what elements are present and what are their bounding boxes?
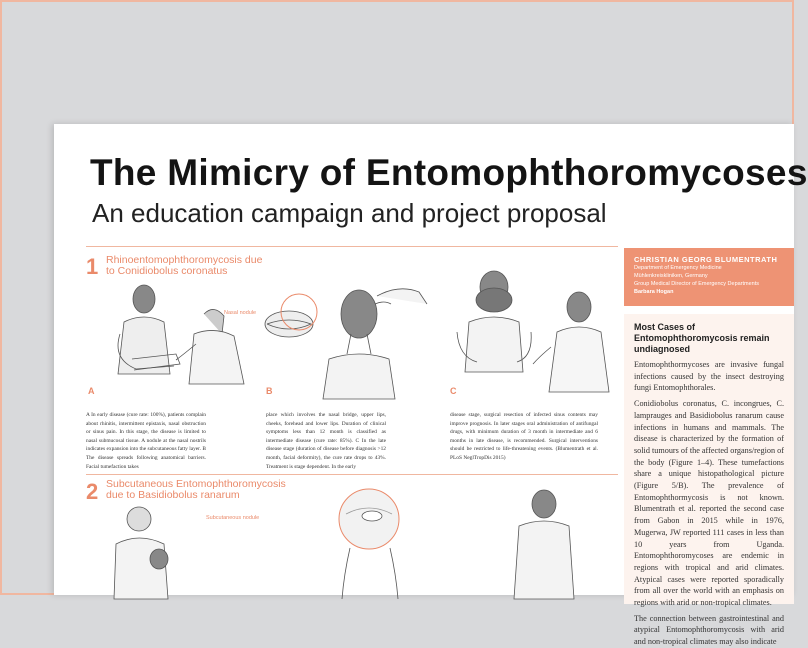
sidebar-heading: Most Cases of Entomophthoromycosis remain undiagnosed bbox=[634, 322, 770, 354]
sidebar-article bbox=[624, 314, 794, 647]
sidebar-paragraph-1: Entomophthormycoses are invasive fungal infections caused by the insect destroying fungi Entomophthorales. bbox=[634, 360, 784, 393]
illustration-c bbox=[449, 262, 619, 392]
illustration-section2 bbox=[114, 484, 614, 599]
author-role: Group Medical Director of Emergency Departments bbox=[634, 281, 760, 287]
section1-text-col3: disease stage, surgical resection of infected sinus contents may improve prognosis. In later stages oral administration of antifungal drugs, with minimum duration of 3 month in intermediate and 6 months in late disease, is recommended. Surgical interventions should be restricted to life-threatening events. (Blumentrath et al. PLoS NeglTropDis 2015) bbox=[450, 412, 598, 461]
author-name: CHRISTIAN GEORG BLUMENTRATH bbox=[634, 255, 778, 264]
section2-rule bbox=[86, 474, 618, 475]
author-clinic: Mühlenkreiskliniken, Germany bbox=[634, 273, 708, 279]
coauthor-name: Barbara Hogan bbox=[634, 289, 674, 295]
subcutaneous-nodule-label: Subcutaneous nodule bbox=[206, 515, 260, 521]
section2-number: 2 bbox=[86, 479, 99, 504]
panel-label-a: A bbox=[88, 386, 95, 396]
section1-rule bbox=[86, 246, 618, 247]
panel-label-b: B bbox=[266, 386, 273, 396]
sidebar-paragraph-3: The connection between gastrointestinal and atypical Entomophthoromycosis with arid and non-tropical climates may also indicate bbox=[634, 613, 784, 647]
panel-label-c: C bbox=[450, 386, 457, 396]
sidebar-paragraph-2: Conidiobolus coronatus, C. incongrues, C. lamprauges and Basidiobolus ranarum cause infections in humans and mammals. The disease is characterized by the formation of solid tumours of the affected organs/region of the body (Figure 1–4). These tumefactions share a unique histopathological picture (Figure 5/B). The prevalence of Entomophthormycosis is not known. Blumentrath et al. reported the second case from Gabon in 2015 while in 1976, Mugerwa, JW reported 111 cases in less than 10 years from Uganda. Entomophthoromycoses are endemic in regions with tropical and arid climates. Atypical cases were reported sporadically from all over the world with an emphasis on regions with arid or non-tropical climates. bbox=[634, 399, 784, 608]
poster bbox=[54, 124, 808, 647]
section1-text-col2: place which involves the nasal bridge, upper lips, cheeks, forehead and lower lips. Duration of clinical symptoms less than 12 month is classified as intermediate disease (cure rate: 85%). C In the late disease stage (duration of disease before diagnosis >12 month, facial deformity), the cure rate drops to 43%. Treatment is stage dependent. In the early bbox=[266, 412, 386, 470]
illustration-a bbox=[84, 274, 257, 384]
section1-title-line1: Rhinoentomophthoromycosis due bbox=[106, 254, 263, 266]
author-department: Department of Emergency Medicine bbox=[634, 265, 722, 271]
section1-title-line2: to Conidiobolus coronatus bbox=[106, 265, 228, 277]
section1-text-col1: A In early disease (cure rate: 100%), patients complain about rhinitis, intermittent epistaxis, nasal obstruction or sinus pain. In this stage, the disease is limited to nasal submucosal tissue. A nodule at the nasal nostrils indicates expansion into the subcutaneous fatty layer. B The disease spreads following anatomical barriers. Facial tumefaction takes bbox=[86, 412, 206, 470]
nasal-nodule-label: Nasal nodule bbox=[224, 310, 257, 316]
section2-title-line2: due to Basidiobolus ranarum bbox=[106, 489, 240, 501]
poster-title: The Mimicry of Entomophthoromycoses bbox=[90, 152, 808, 193]
section1-number: 1 bbox=[86, 254, 99, 279]
author-box bbox=[624, 248, 794, 306]
section2-title-line1: Subcutaneous Entomophthoromycosis bbox=[106, 478, 286, 490]
illustration-b bbox=[259, 274, 439, 399]
poster-subtitle: An education campaign and project proposal bbox=[92, 198, 607, 228]
